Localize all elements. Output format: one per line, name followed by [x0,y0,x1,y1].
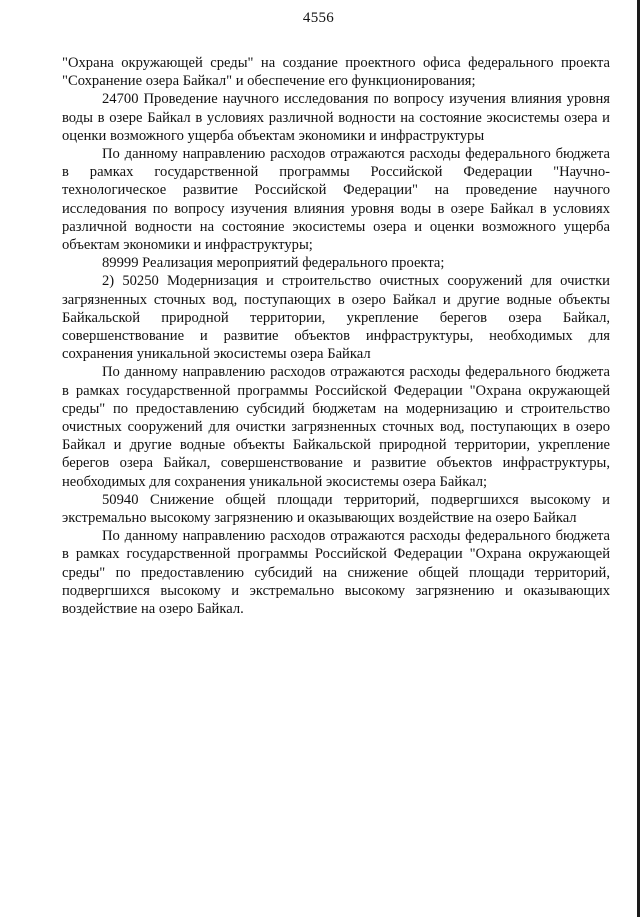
paragraph-description-24700: По данному направлению расходов отражаются расходы федерального бюджета в рамках государственной программы Российской Федерации "Научно-технологическое развитие Российской Федерации" на проведение научного исследования по вопросу изучения влияния уровня воды в озере Байкал в условиях различной водности на состояние экосистемы озера и оценки возможного ущерба объектам экономики и инфраструктуры; [62,146,610,254]
paragraph-continuation: "Охрана окружающей среды" на создание проектного офиса федерального проекта "Сохранение озера Байкал" и обеспечение его функционирования; [62,55,610,90]
document-body [62,54,610,618]
paragraph-code-24700: 24700 Проведение научного исследования по вопросу изучения влияния уровня воды в озере Байкал в условиях различной водности на состояние экосистемы озера и оценки возможного ущерба объектам экономики и инфраструктуры [62,91,610,144]
paragraph-code-50940: 50940 Снижение общей площади территорий, подвергшихся высокому и экстремально высокому загрязнению и оказывающих воздействие на озеро Байкал [62,491,610,527]
paragraph-code-50250: 2) 50250 Модернизация и строительство очистных сооружений для очистки загрязненных сточных вод, поступающих в озеро Байкал и другие водные объекты Байкальской природной территории, укрепление берегов озера Байкал, совершенствование и развитие объектов инфраструктуры, необходимых для сохранения уникальной экосистемы озера Байкал [62,273,610,363]
paragraph-description-50250: По данному направлению расходов отражаются расходы федерального бюджета в рамках государственной программы Российской Федерации "Охрана окружающей среды" по предоставлению субсидий бюджетам на модернизацию и строительство очистных сооружений для очистки загрязненных сточных вод, поступающих в озеро Байкал и другие водные объекты Байкальской природной территории, укрепление берегов озера Байкал, совершенствование и развитие объектов инфраструктуры, необходимых для сохранения уникальной экосистемы озера Байкал; [62,364,610,490]
paragraph-code-89999: 89999 Реализация мероприятий федерального проекта; [102,255,445,272]
page-number: 4556 [302,10,335,26]
paragraph-description-50940: По данному направлению расходов отражаются расходы федерального бюджета в рамках государственной программы Российской Федерации "Охрана окружающей среды" по предоставлению субсидий на снижение общей площади территорий, подвергшихся высокому и экстремально высокому загрязнению и оказывающих воздействие на озеро Байкал. [62,528,610,618]
